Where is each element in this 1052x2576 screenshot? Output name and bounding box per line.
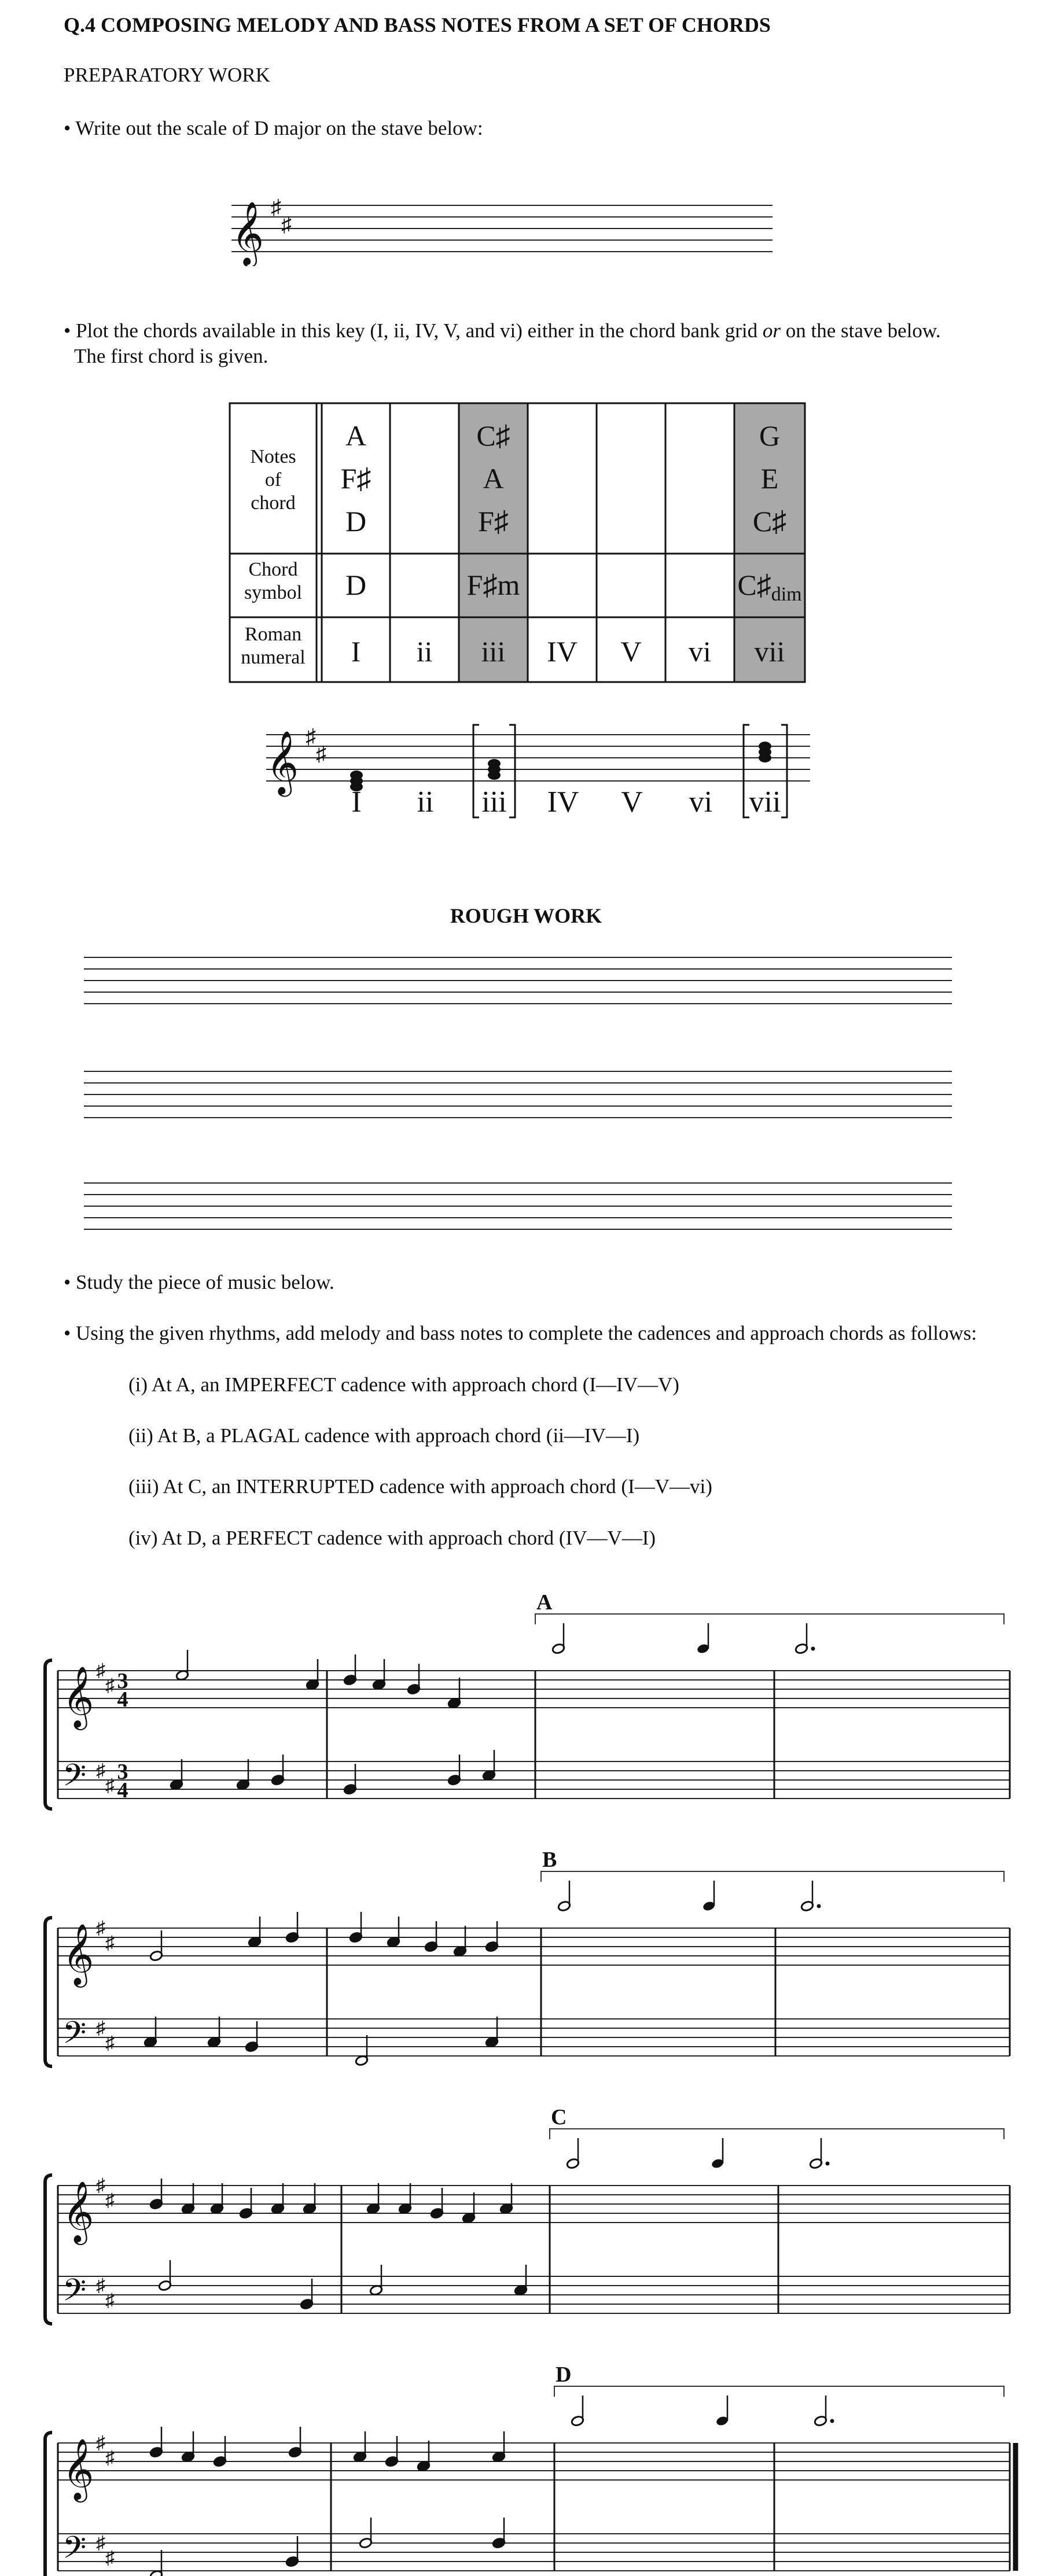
cadence-bracket: [535, 1614, 1004, 1624]
sharp-icon: ♯: [96, 1917, 105, 1938]
rough-work-heading: ROUGH WORK: [450, 904, 602, 927]
row-label-notes-1: Notes: [250, 446, 296, 467]
stave-numeral: ii: [417, 786, 434, 819]
cadence-label: D: [556, 2363, 572, 2387]
roman-numeral: IV: [547, 635, 578, 668]
chord-note: F♯: [478, 505, 509, 537]
rough-work-staves: [84, 949, 958, 1238]
roman-numeral: iii: [481, 635, 506, 668]
roman-numeral: vii: [754, 635, 785, 668]
stave-numeral: iii: [481, 786, 507, 819]
sharp-f-icon: ♯: [271, 196, 281, 219]
chord-symbol: $C♯_{dim}$: [737, 569, 802, 605]
system-bracket: [45, 2175, 52, 2324]
chord-vii-notes: [759, 742, 771, 762]
cadence-bracket: [541, 1871, 1004, 1882]
sharp-icon: ♯: [96, 2175, 105, 2195]
sharp-icon: ♯: [105, 1932, 115, 1953]
treble-clef-icon: 𝄞: [62, 1925, 94, 1984]
treble-clef-icon: 𝄞: [266, 732, 299, 793]
row-label-notes-3: chord: [251, 492, 296, 514]
music-system: [45, 1590, 1010, 1809]
instruction-using: • Using the given rhythms, add melody and bass notes to complete the cadences and approach chords as follows:: [64, 1322, 977, 1344]
system-bracket: [45, 1660, 52, 1809]
cadence-bracket: [550, 2129, 1004, 2139]
sharp-icon: ♯: [105, 2290, 115, 2310]
chord-symbol: F♯m: [466, 569, 520, 601]
music-system: [45, 1848, 1010, 2066]
section-subtitle: PREPARATORY WORK: [64, 64, 270, 86]
sharp-icon: ♯: [96, 2532, 105, 2553]
sharp-c-icon: ♯: [316, 742, 326, 765]
stave-numeral: vi: [689, 786, 713, 819]
sharp-icon: ♯: [96, 1760, 105, 1781]
treble-clef-icon: 𝄞: [231, 202, 264, 264]
roman-numeral: I: [351, 635, 361, 668]
time-signature: 3: [117, 1760, 128, 1784]
cadence-bracket: [554, 2386, 1004, 2397]
instruction-plot: [64, 318, 1013, 369]
row-label-roman-2: numeral: [241, 647, 306, 668]
time-signature: 4: [117, 1778, 128, 1803]
sharp-icon: ♯: [105, 2190, 115, 2210]
cadence-item: (ii) At B, a PLAGAL cadence with approach chord (ii—IV—I): [128, 1424, 640, 1447]
chord-symbol: D: [345, 569, 367, 601]
sharp-icon: ♯: [96, 2275, 105, 2295]
stave-numeral: vii: [749, 786, 781, 819]
sharp-icon: ♯: [96, 2432, 105, 2453]
sharp-icon: ♯: [96, 2017, 105, 2038]
roman-numeral: ii: [416, 635, 433, 668]
cadence-item: (iii) At C, an INTERRUPTED cadence with approach chord (I—V—vi): [128, 1475, 712, 1498]
roman-numeral: vi: [689, 635, 711, 668]
stave-numeral: V: [621, 786, 643, 819]
row-label-roman-1: Roman: [244, 624, 302, 645]
instruction-plot-or: or: [762, 319, 781, 342]
row-label-symbol-1: Chord: [248, 559, 298, 580]
cadence-label: C: [551, 2105, 567, 2129]
instruction-study: • Study the piece of music below.: [64, 1271, 334, 1293]
sharp-f-icon: ♯: [306, 725, 316, 748]
time-signature: 4: [117, 1687, 128, 1712]
chord-bank-grid: [229, 402, 807, 686]
cadence-label: A: [536, 1590, 553, 1615]
instruction-plot-text: • Plot the chords available in this key (I, ii, IV, V, and vi) either in the chord bank grid: [64, 319, 758, 342]
bass-clef-icon: 𝄢: [62, 2016, 87, 2057]
treble-clef-icon: 𝄞: [62, 2439, 94, 2498]
treble-clef-icon: 𝄞: [62, 2182, 94, 2241]
sharp-c-icon: ♯: [281, 213, 292, 236]
time-signature: 3: [117, 1669, 128, 1693]
cadence-label: B: [542, 1848, 557, 1872]
bass-clef-icon: 𝄢: [62, 1759, 87, 1800]
sharp-icon: ♯: [105, 1675, 115, 1696]
instruction-scale: • Write out the scale of D major on the stave below:: [64, 117, 483, 139]
stave-numeral: I: [351, 786, 362, 819]
chord-note: D: [345, 505, 367, 537]
system-bracket: [45, 1918, 52, 2066]
chord-stave: [255, 720, 822, 836]
music-system: [45, 2363, 1016, 2576]
chord-iii-notes: [488, 759, 501, 780]
instruction-plot-given: The first chord is given.: [74, 345, 268, 367]
sharp-icon: ♯: [96, 1660, 105, 1681]
system-bracket: [45, 2433, 52, 2576]
chord-note: C♯: [476, 419, 510, 452]
sharp-icon: ♯: [105, 2547, 115, 2568]
cadence-item: (iv) At D, a PERFECT cadence with approach chord (IV—V—I): [128, 1527, 656, 1549]
treble-clef-icon: 𝄞: [62, 1667, 94, 1726]
cadence-item: (i) At A, an IMPERFECT cadence with approach chord (I—IV—V): [128, 1373, 679, 1396]
music-score: [0, 1562, 1052, 2576]
chord-note: E: [760, 462, 779, 495]
question-title: Q.4 COMPOSING MELODY AND BASS NOTES FROM A SET OF CHORDS: [64, 13, 771, 36]
row-label-notes-2: of: [264, 469, 282, 491]
bass-clef-icon: 𝄢: [62, 2531, 87, 2572]
chord-note: G: [759, 419, 781, 452]
music-system: [45, 2105, 1010, 2324]
sharp-icon: ♯: [105, 1775, 115, 1796]
stave-numeral: IV: [547, 786, 579, 819]
chord-note: A: [345, 419, 367, 452]
chord-note: A: [483, 462, 504, 495]
chord-note: C♯: [752, 505, 787, 537]
bass-clef-icon: 𝄢: [62, 2273, 87, 2315]
scale-stave: [220, 191, 775, 266]
sharp-icon: ♯: [105, 2447, 115, 2468]
chord-note: F♯: [340, 462, 371, 495]
roman-numeral: V: [620, 635, 642, 668]
sharp-icon: ♯: [105, 2032, 115, 2053]
instruction-plot-text-2: on the stave below.: [785, 319, 941, 342]
row-label-symbol-2: symbol: [244, 582, 303, 603]
